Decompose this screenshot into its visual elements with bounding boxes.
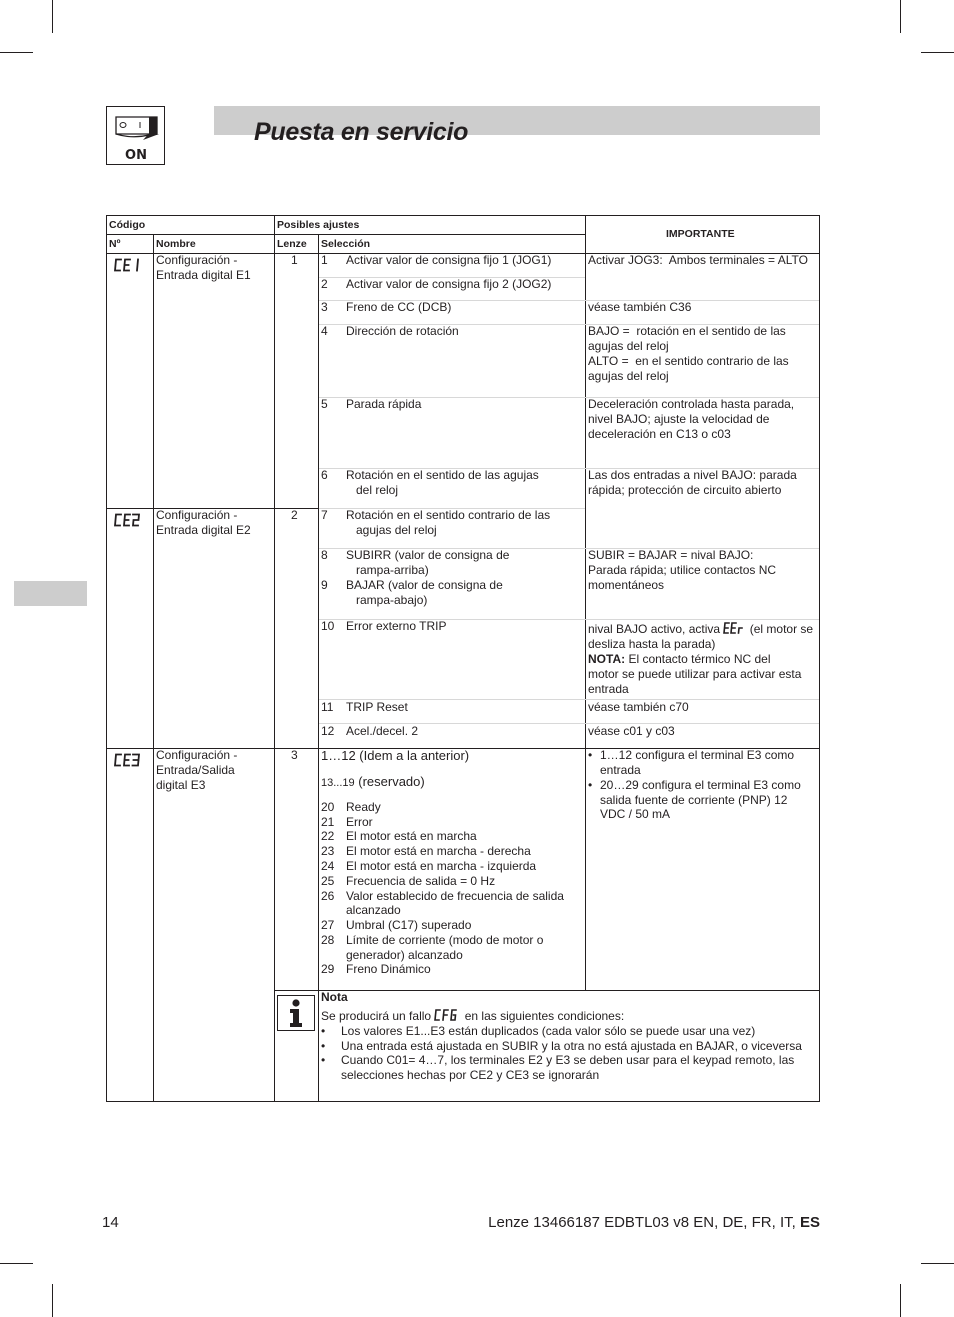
on-label: ON	[125, 148, 147, 163]
crop-mark	[921, 1263, 954, 1264]
ce3-line2	[321, 774, 425, 791]
selection-number: 10	[321, 619, 335, 633]
code-ce1-text: CE1	[113, 258, 115, 259]
code-ce3-display	[113, 753, 141, 767]
ce3-item-text: Valor establecido de frecuencia de salida alcanzado	[346, 889, 564, 917]
header-lenze: Lenze	[277, 238, 307, 250]
crop-mark	[52, 0, 53, 33]
ce3-item-number: 25	[321, 874, 335, 888]
selection-number: 7	[321, 508, 328, 522]
eer-code-display	[723, 622, 744, 634]
ce3-line2-small: 13...19	[321, 777, 355, 789]
header-seleccion: Selección	[321, 238, 371, 250]
row-lenze-ce1: 1	[291, 253, 298, 267]
important-c36: véase también C36	[588, 300, 692, 314]
note-intro-post: en las siguientes condiciones:	[461, 1009, 625, 1023]
important-error-pre: nival BAJO activo, activa	[588, 622, 724, 636]
important-rotacion: BAJO = rotación en el sentido de las agujas del reloj ALTO = en el sentido contrario de las agujas del reloj	[588, 324, 789, 383]
important-nota-rest: motor se puede utilizar para activar esta entrada	[588, 667, 802, 696]
important-dos-entradas: Las dos entradas a nivel BAJO: parada rápida; protección de circuito abierto	[588, 468, 797, 497]
selection-number: 9	[321, 578, 328, 592]
selection-text: Activar valor de consigna fijo 1 (JOG1)	[346, 253, 552, 267]
cfg-code-text	[434, 1009, 435, 1010]
cfg-code-display	[434, 1009, 459, 1021]
crop-mark	[0, 52, 33, 53]
row-lenze-ce2: 2	[291, 508, 298, 522]
selection-number: 8	[321, 548, 328, 562]
ce3-item-text: Error	[346, 815, 373, 829]
code-ce3-text: CE3	[113, 753, 115, 754]
ce3-item-number: 21	[321, 815, 335, 829]
important-jog3: Activar JOG3: Ambos terminales = ALTO	[588, 253, 808, 267]
important-error-line1	[588, 622, 813, 637]
important-subir-bajar: SUBIR = BAJAR = nival BAJO: Parada rápida; utilice contactos NC momentáneos	[588, 548, 777, 592]
selection-text: BAJAR (valor de consigna de rampa-abajo)	[346, 578, 503, 607]
cfg-code	[434, 1009, 461, 1021]
row-lenze-ce3: 3	[291, 748, 298, 762]
selection-text: Parada rápida	[346, 397, 422, 411]
e3-bullet-text: 1…12 configura el terminal E3 como entrada	[600, 748, 795, 777]
selection-number: 2	[321, 277, 328, 291]
ce3-item-number: 27	[321, 918, 335, 932]
ce3-line2-rest: (reservado)	[354, 774, 425, 789]
eer-code-text	[723, 622, 724, 623]
selection-number: 4	[321, 324, 328, 338]
row-name-ce2: Configuración - Entrada digital E2	[156, 508, 251, 537]
ce3-item-text: El motor está en marcha - izquierda	[346, 859, 537, 873]
ce3-item-text: El motor está en marcha - derecha	[346, 844, 531, 858]
note-bullet: Cuando C01= 4…7, los terminales E2 y E3 se deben usar para el keypad remoto, las selecciones hechas por CE2 y CE3 se ignorarán	[341, 1053, 795, 1082]
info-icon	[277, 995, 315, 1031]
bullet-dot: •	[321, 1039, 326, 1053]
important-nota-line	[588, 652, 771, 667]
ce3-item-text: Freno Dinámico	[346, 962, 431, 976]
ce3-line1: 1…12 (Idem a la anterior)	[321, 748, 470, 763]
ce3-item-number: 22	[321, 829, 335, 843]
bullet-dot: •	[588, 748, 593, 762]
page-number: 14	[102, 1214, 119, 1231]
note-bullet: Los valores E1...E3 están duplicados (cada valor sólo se puede usar una vez)	[341, 1024, 756, 1038]
section-tab	[14, 581, 87, 606]
ce3-item-number: 28	[321, 933, 335, 947]
note-intro-pre: Se producirá un fallo	[321, 1009, 435, 1023]
selection-text: Acel./decel. 2	[346, 724, 419, 738]
selection-text: Activar valor de consigna fijo 2 (JOG2)	[346, 277, 552, 291]
nota-label: NOTA:	[588, 652, 626, 666]
important-error-rest: desliza hasta la parada)	[588, 637, 716, 651]
crop-mark	[52, 1284, 53, 1317]
selection-text: SUBIRR (valor de consigna de rampa-arriba)	[346, 548, 510, 577]
important-c01: véase c01 y c03	[588, 724, 675, 738]
ce3-item-text: Umbral (C17) superado	[346, 918, 472, 932]
ce3-item-number: 23	[321, 844, 335, 858]
selection-text: Freno de CC (DCB)	[346, 300, 452, 314]
row-name-ce3: Configuración - Entrada/Salida digital E3	[156, 748, 238, 792]
ce3-item-text: Ready	[346, 800, 381, 814]
ce3-item-text: Límite de corriente (modo de motor o generador) alcanzado	[346, 933, 544, 962]
selection-number: 5	[321, 397, 328, 411]
code-ce2-display	[113, 513, 141, 527]
ce3-item-text: El motor está en marcha	[346, 829, 477, 843]
page-title: Puesta en servicio	[254, 118, 469, 146]
important-error-post: (el motor se	[746, 622, 814, 636]
bullet-dot: •	[321, 1024, 326, 1038]
selection-number: 6	[321, 468, 328, 482]
eer-code	[723, 622, 746, 634]
header-no: Nº	[109, 238, 121, 250]
important-parada: Deceleración controlada hasta parada, nivel BAJO; ajuste la velocidad de deceleración en C13 o c03	[588, 397, 795, 441]
important-c70: véase también c70	[588, 700, 689, 714]
header-codigo: Código	[109, 219, 146, 231]
row-name-ce1: Configuración - Entrada digital E1	[156, 253, 251, 282]
selection-number: 3	[321, 300, 328, 314]
ce3-item-number: 29	[321, 962, 335, 976]
power-switch-icon	[106, 106, 165, 165]
crop-mark	[900, 1284, 901, 1317]
note-bullet: Una entrada está ajustada en SUBIR y la otra no está ajustada en BAJAR, o viceversa	[341, 1039, 802, 1053]
selection-text: Rotación en el sentido de las agujas del reloj	[346, 468, 539, 497]
note-intro	[321, 1009, 624, 1024]
header-nombre: Nombre	[156, 238, 196, 250]
e3-bullet-text: 20…29 configura el terminal E3 como salida fuente de corriente (PNP) 12 VDC / 50 mA	[600, 778, 801, 821]
crop-mark	[921, 52, 954, 53]
footer-doc: Lenze 13466187 EDBTL03 v8 EN, DE, FR, IT,	[488, 1214, 800, 1231]
bullet-dot: •	[588, 778, 593, 792]
footer-lang: ES	[799, 1214, 820, 1231]
nota-text: El contacto térmico NC del	[625, 652, 771, 666]
selection-number: 11	[321, 700, 334, 714]
selection-text: Rotación en el sentido contrario de las agujas del reloj	[346, 508, 551, 537]
selection-text: Error externo TRIP	[346, 619, 447, 633]
crop-mark	[0, 1263, 33, 1264]
header-importante: IMPORTANTE	[666, 228, 735, 240]
code-ce2-text: CE2	[113, 513, 115, 514]
selection-number: 12	[321, 724, 335, 738]
selection-text: TRIP Reset	[346, 700, 408, 714]
ce3-item-number: 20	[321, 800, 335, 814]
ce3-item-number: 24	[321, 859, 335, 873]
selection-number: 1	[321, 253, 328, 267]
note-title: Nota	[321, 990, 348, 1004]
bullet-dot: •	[321, 1053, 326, 1067]
footer-doc-info	[488, 1214, 820, 1231]
crop-mark	[900, 0, 901, 33]
ce3-item-number: 26	[321, 889, 335, 903]
code-ce1-display	[113, 258, 141, 272]
header-posibles-ajustes: Posibles ajustes	[277, 219, 360, 231]
ce3-item-text: Frecuencia de salida = 0 Hz	[346, 874, 496, 888]
selection-text: Dirección de rotación	[346, 324, 459, 338]
